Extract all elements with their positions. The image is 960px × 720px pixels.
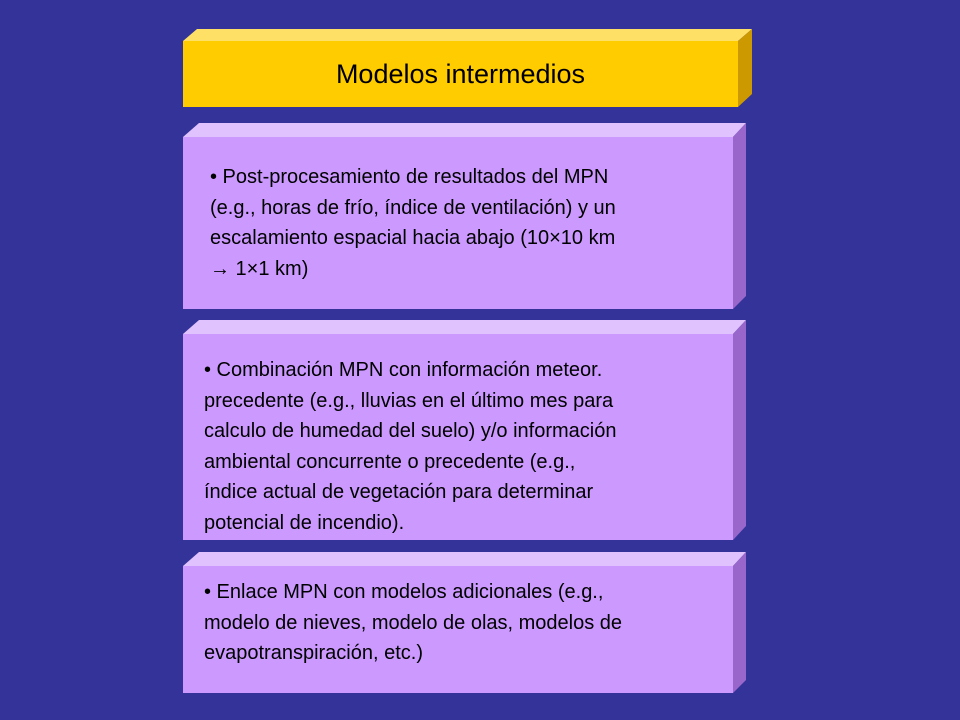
info-box-2-line: calculo de humedad del suelo) y/o información [204,420,617,442]
info-box-3-side [733,552,746,693]
info-box-1-line: (e.g., horas de frío, índice de ventilación) y un [210,196,616,219]
info-box-2-line: • Combinación MPN con información meteor. [204,359,603,381]
info-box-2-line: ambiental concurrente o precedente (e.g., [204,450,576,473]
info-box-3-line: modelo de nieves, modelo de olas, modelos de [204,611,623,634]
page-title: Modelos intermedios [335,58,586,89]
info-box-3-text [204,577,622,669]
info-box-2-line: índice actual de vegetación para determinar [204,481,594,503]
info-box-1-line: • Post-procesamiento de resultados del MPN [210,166,609,188]
info-box-1-line: → 1×1 km) [210,257,309,280]
info-box-3-top [183,552,746,566]
info-box-2-line: potencial de incendio). [204,511,405,534]
info-box-2-line: precedente (e.g., lluvias en el último mes para [204,389,614,412]
info-box-3-line: evapotranspiración, etc.) [204,642,424,664]
info-box-1-line: escalamiento espacial hacia abajo (10×10 km [210,227,616,249]
info-box-3-line: • Enlace MPN con modelos adicionales (e.g., [204,581,604,603]
